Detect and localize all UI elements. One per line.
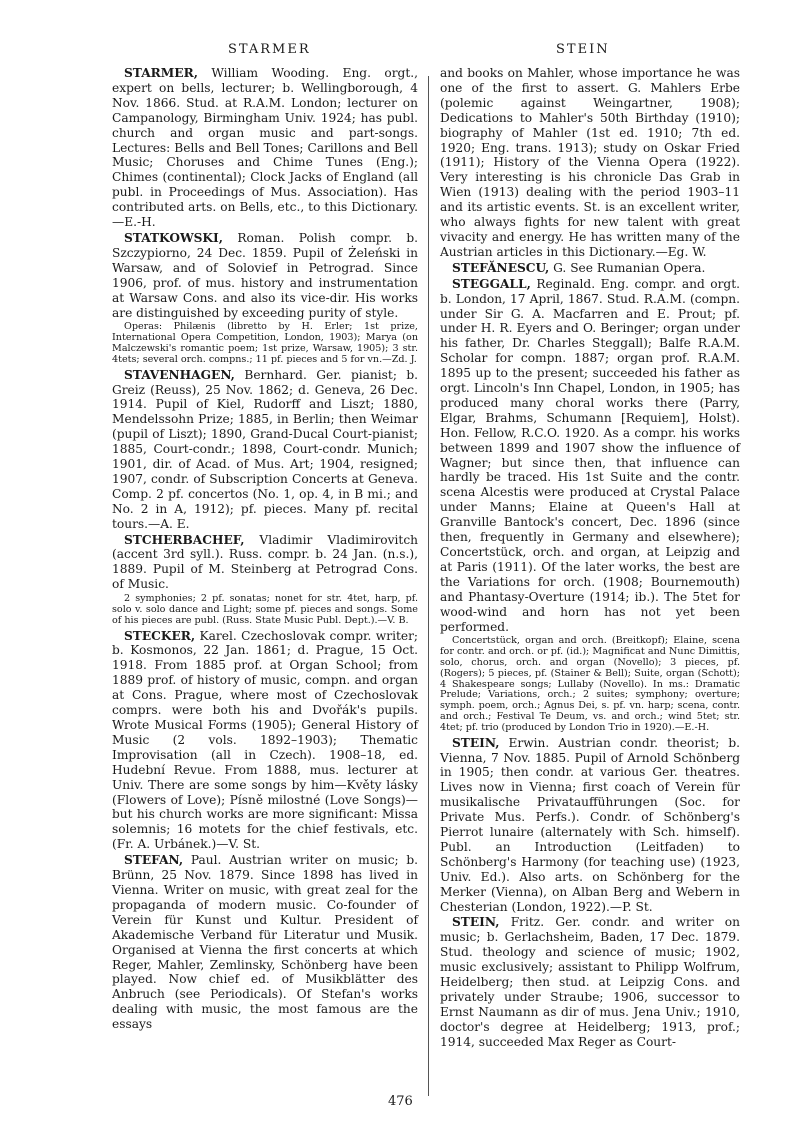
entry-stcherbachef — [112, 533, 418, 593]
entry-text: Ger. pianist; b. Greiz (Reuss), 25 Nov. 1862; d. Geneva, 26 Dec. 1914. Pupil of Kiel, Rudorff and Liszt; 1880, Mendelssohn Prize; 1885, in Berlin; then Weimar (pupil of Liszt); 1890, Grand-Ducal Court-pianist; 1885, Court-condr.; 1898, Court-condr. Munich; 1901, dir. of Acad. of Mus. Art; 1904, resigned; 1907, condr. of Subscription Concerts at Geneva. Comp. 2 pf. concertos (No. 1, op. 4, in B mi.; and No. 2 in A, 1912); pf. pieces. Many pf. recital tours.—A. E. — [112, 367, 419, 531]
entry-text: Eng. compr. and orgt. b. London, 17 April, 1867. Stud. R.A.M. (compn. under Sir G. A. Macfarren and E. Prout; pf. under H. R. Eyers and O. Beringer; organ under his father, Dr. Charles Steggall); Balfe R.A.M. Scholar for compn. 1887; organ prof. R.A.M. 1895 up to the present; succeeded his father as orgt. Lincoln's Inn Chapel, London, in 1905; has produced many choral works there (Parry, Elgar, Brahms, Schumann [Requiem], Holst). Hon. Fellow, R.C.O. 1920. As a compr. his works between 1899 and 1907 show the influence of Wagner; but since then, that influence can hardly be traced. His 1st Suite and the contr. scena Alcestis were produced at Crystal Palace under Manns; Elaine at Queen's Hall at Granville Bantock's concert, Dec. 1896 (since then, frequently in Germany and elsewhere); Concertstück, orch. and organ, at Leipzig and at Paris (1911). Of the later works, the best are the Variations for orch. (1908; Bournemouth) and Phantasy-Overture (1914; ib.). The 5tet for wood-wind and horn has not yet been performed. — [440, 276, 740, 634]
entry-text: Eng. orgt., expert on bells, lecturer; b. Wellingborough, 4 Nov. 1866. Stud. at R.A.M. London; lecturer on Campanology, Birmingham Univ. 1924; has publ. church and organ music and part-songs. Lectures: Bells and Bell Tones; Carillons and Bell Music; Choruses and Chime Tunes (Eng.); Chimes (continental); Clock Jacks of England (all publ. in Proceedings of Mus. Association). Has contributed arts. on Bells, etc., to this Dictionary.—E.-H. — [112, 66, 418, 230]
column-divider — [428, 76, 429, 1096]
forename: Reginald. — [536, 276, 596, 291]
forename: Fritz. — [510, 915, 545, 930]
entry-steggall — [440, 277, 740, 635]
forename: G. — [553, 260, 567, 275]
entry-starmer — [112, 66, 418, 230]
headword: STEIN, — [452, 735, 500, 750]
entry-stein-erwin — [440, 736, 740, 915]
entry-text: Austrian condr. theorist; b. Vienna, 7 Nov. 1885. Pupil of Arnold Schönberg in 1905; then condr. at various Ger. theatres. Lives now in Vienna; first coach of Verein für musikalische Privataufführungen (Soc. for Private Mus. Perfs.). Condr. of Schönberg's Pierrot lunaire (alternately with Sch. himself). Publ. an Introduction (Leitfaden) to Schönberg's Harmony (for teaching use) (1923, Univ. Ed.). Also arts. on Schönberg for the Merker (Vienna), on Alban Berg and Webern in Chesterian (London, 1922).—P. St. — [440, 735, 740, 914]
headword: STATKOWSKI, — [124, 230, 223, 245]
entry-text: Polish compr. b. Szczypiorno, 24 Dec. 1859. Pupil of Żeleński in Warsaw, and of Solovief in Petrograd. Since 1906, prof. of mus. history and instrumentation at Warsaw Cons. and also its vice-dir. His works are distinguished by exceeding purity of style. — [112, 230, 419, 320]
entry-statkowski — [112, 231, 418, 320]
forename: Karel. — [199, 628, 237, 643]
entry-stefan — [112, 853, 418, 1032]
entry-stefan-continued — [440, 66, 740, 260]
works-list: 2 symphonies; 2 pf. sonatas; nonet for str. 4tet, harp, pf. solo v. solo dance and Light; some pf. pieces and songs. Some of his pieces are publ. (Russ. State Music Publ. Dept.).—V. B. — [112, 593, 418, 626]
running-head-right: STEIN — [556, 42, 610, 57]
page-number: 476 — [388, 1094, 413, 1109]
entry-stavenhagen — [112, 368, 418, 532]
forename: Bernhard. — [244, 367, 307, 382]
headword: STARMER, — [124, 66, 198, 80]
headword: STEGGALL, — [452, 276, 531, 291]
entry-text: (accent 3rd syll.). Russ. compr. b. 24 Jan. (n.s.), 1889. Pupil of M. Steinberg at Petrograd Cons. of Music. — [112, 547, 418, 592]
entry-stecker — [112, 629, 418, 853]
works-list: Concertstück, organ and orch. (Breitkopf); Elaine, scena for contr. and orch. or pf. (id.); Magnificat and Nunc Dimittis, solo, chorus, orch. and organ (Novello); 3 pieces, pf. (Rogers); 5 pieces, pf. (Stainer & Bell); Suite, organ (Schott); 4 Shakespeare songs; Lullaby (Novello). In ms.: Dramatic Prelude; Variations, orch.; 2 suites; symphony; overture; symph. poem, orch.; Agnus Dei, s. pf. vn. harp; scena, contr. and orch.; Festival Te Deum, vs. and orch.; wind 5tet; str. 4tet; pf. trio (produced by London Trio in 1920).—E.-H. — [440, 635, 740, 733]
forename: William Wooding. — [211, 66, 330, 80]
forename: Vladimir Vladimirovitch — [259, 532, 418, 547]
works-list: Operas: Philænis (libretto by H. Erler; 1st prize, International Opera Competition, London, 1903); Marya (on Malczewski's romantic poem; 1st prize, Warsaw, 1905); 3 str. 4tets; several orch. compns.; 11 pf. pieces and 5 for vn.—Zd. J. — [112, 321, 418, 365]
entry-stein-fritz — [440, 915, 740, 1049]
forename: Erwin. — [508, 735, 550, 750]
entry-text: Czechoslovak compr. writer; b. Kosmonos, 22 Jan. 1861; d. Prague, 15 Oct. 1918. From 1885 prof. at Organ School; from 1889 prof. of history of music, compn. and organ at Cons. Prague, where most of Czechoslovak comprs. were both his and Dvořák's pupils. Wrote Musical Forms (1905); General History of Music (2 vols. 1892–1903); Thematic Improvisation (all in Czech). 1908–18, ed. Hudební Revue. From 1888, mus. lecturer at Univ. There are some songs by him—Květy lásky (Flowers of Love); Písně milostné (Love Songs)—but his church works are more significant: Missa solemnis; 16 motets for the chief festivals, etc. (Fr. A. Urbánek.)—V. St. — [112, 628, 419, 852]
forename: Paul. — [190, 853, 222, 868]
entry-text: See Rumanian Opera. — [570, 260, 706, 275]
entry-text: Ger. condr. and writer on music; b. Gerlachsheim, Baden, 17 Dec. 1879. Stud. theology and science of music; 1902, music exclusively; assistant to Philipp Wolfrum, Heidelberg; then stud. at Leipzig Cons. and privately under Straube; 1906, successor to Ernst Naumann as dir of mus. Jena Univ.; 1910, doctor's degree at Heidelberg; 1913, prof.; 1914, succeeded Max Reger as Court- — [440, 915, 740, 1049]
headword: STCHERBACHEF, — [124, 532, 245, 547]
running-head-left: STARMER — [228, 42, 311, 57]
left-column — [112, 66, 418, 1033]
right-column — [440, 66, 740, 1051]
headword: STAVENHAGEN, — [124, 367, 235, 382]
entry-text: Austrian writer on music; b. Brünn, 25 Nov. 1879. Since 1898 has lived in Vienna. Writer on music, with great zeal for the propaganda of modern music. Co-founder of Verein für Kunst und Kultur. President of Akademische Verband für Literatur und Musik. Organised at Vienna the first concerts at which Reger, Mahler, Zemlinsky, Schönberg have been played. Now chief ed. of Musikblätter des Anbruch (see Periodicals). Of Stefan's works dealing with music, the most famous are the essays — [112, 853, 418, 1032]
entry-text: and books on Mahler, whose importance he was one of the first to assert. G. Mahlers Erbe (polemic against Weingartner, 1908); Dedications to Mahler's 50th Birthday (1910); biography of Mahler (1st ed. 1910; 7th ed. 1920; Eng. trans. 1913); study on Oskar Fried (1911); History of the Vienna Opera (1922). Very interesting is his chronicle Das Grab in Wien (1913) dealing with the period 1903–11 and its artistic events. St. is an excellent writer, who always fights for new talent with great vivacity and energy. He has written many of the Austrian articles in this Dictionary.—Eg. W. — [440, 66, 740, 259]
headword: STEFĂNESCU, — [452, 260, 550, 275]
entry-stefanescu — [440, 261, 740, 276]
headword: STECKER, — [124, 628, 196, 643]
headword: STEIN, — [452, 915, 500, 930]
forename: Roman. — [237, 230, 285, 245]
headword: STEFAN, — [124, 853, 184, 868]
